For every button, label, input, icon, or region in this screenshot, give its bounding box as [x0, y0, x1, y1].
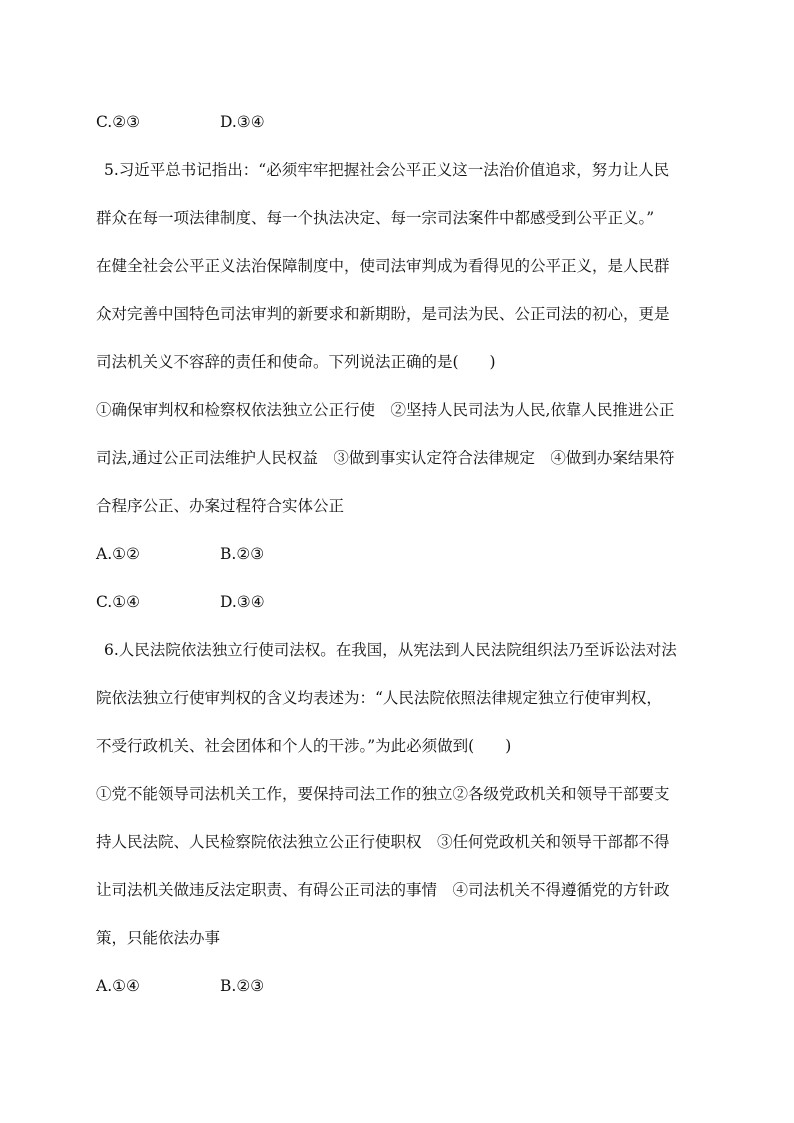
q5-statement-line: ①确保审判权和检察权依法独立公正行使 ②坚持人民司法为人民,依靠人民推进公正	[96, 401, 675, 419]
q5-stem-line: 在健全社会公平正义法治保障制度中，使司法审判成为看得见的公平正义，是人民群	[96, 257, 670, 275]
q5-stem-line: 众对完善中国特色司法审判的新要求和新期盼，是司法为民、公正司法的初心，更是	[96, 305, 670, 323]
q6-stem-line: 院依法独立行使审判权的含义均表述为：“人民法院依照法律规定独立行使审判权，	[96, 689, 662, 707]
q6-statement-line: ①党不能领导司法机关工作，要保持司法工作的独立②各级党政机关和领导干部要支	[96, 785, 670, 803]
option-c: C.②③	[96, 113, 141, 131]
q6-stem-line: 6.人民法院依法独立行使司法权。在我国，从宪法到人民法院组织法乃至诉讼法对法	[104, 641, 677, 659]
q5-option-c: C.①④	[96, 593, 141, 611]
q5-option-d: D.③④	[220, 593, 265, 611]
q5-statement-line: 合程序公正、办案过程符合实体公正	[96, 497, 345, 515]
q6-statement-line: 持人民法院、人民检察院依法独立公正行使职权 ③任何党政机关和领导干部都不得	[96, 833, 670, 851]
q5-option-a: A.①②	[96, 545, 140, 563]
q5-stem-line: 5.习近平总书记指出：“必须牢牢把握社会公平正义这一法治价值追求，努力让人民	[104, 161, 670, 179]
q6-stem-line: 不受行政机关、社会团体和个人的干涉。”为此必须做到( )	[96, 737, 512, 755]
q5-option-b: B.②③	[220, 545, 265, 563]
q6-option-b: B.②③	[220, 977, 265, 995]
option-d: D.③④	[220, 113, 265, 131]
q6-statement-line: 策，只能依法办事	[96, 929, 221, 947]
q6-option-a: A.①④	[96, 977, 140, 995]
q5-stem-line: 司法机关义不容辞的责任和使命。下列说法正确的是( )	[96, 353, 496, 371]
q5-stem-line: 群众在每一项法律制度、每一个执法决定、每一宗司法案件中都感受到公平正义。”	[96, 209, 655, 227]
q6-statement-line: 让司法机关做违反法定职责、有碍公正司法的事情 ④司法机关不得遵循党的方针政	[96, 881, 670, 899]
q5-statement-line: 司法,通过公正司法维护人民权益 ③做到事实认定符合法律规定 ④做到办案结果符	[96, 449, 675, 467]
